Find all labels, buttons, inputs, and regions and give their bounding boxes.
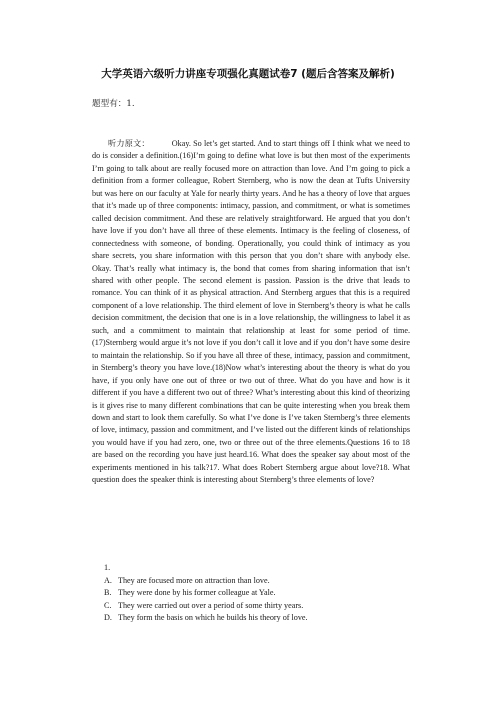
- question-number: 1.: [104, 563, 111, 572]
- option-c[interactable]: [104, 600, 424, 612]
- option-letter: B.: [104, 588, 112, 598]
- option-text: They were done by his former colleague at Yale.: [118, 588, 276, 598]
- option-text: They are focused more on attraction than love.: [118, 576, 270, 585]
- answer-options: [104, 575, 424, 625]
- transcript-text: Okay. So let’s get started. And to start things off I think what we need to do is consider a definition.(16)I’m going to define what love is but then most of the experiments I’m going to talk about are really focused more on attraction than love. And I’m going to pick a definition from a former colleague, Robert Sternberg, who is now the dean at Tufts University but was here on our faculty at Yale for nearly thirty years. And he has a theory of love that argues that it’s made up of three components: intimacy, passion, and commitment, or what is sometimes called decision commitment. And these are relatively straightforward. He argued that you don’t have love if you don’t have all three of these elements. Intimacy is the feeling of closeness, of connectedness with someone, of bonding. Operationally, you could think of intimacy as you share secrets, you share information with this person that you don’t share with anybody else. Okay. That’s really what intimacy is, the bond that comes from sharing information that isn’t shared with other people. The second element is passion. Passion is the drive that leads to romance. You can think of it as physical attraction. And Sternberg argues that this is a required component of a love relationship. The third element of love in Sternberg’s theory is what he calls decision commitment, the decision that one is in a love relationship, the willingness to label it as such, and a commitment to maintain that relationship at least for some period of time.(17)Sternberg would argue it’s not love if you don’t call it love and if you don’t have some desire to maintain the relationship. So if you have all three of these, intimacy, passion and commitment, in Sternberg’s theory you have love.(18)Now what’s interesting about the theory is what do you have, if you only have one out of three or two out of three. What do you have and how is it different if you have a different two out of three? What’s interesting about this kind of theorizing is it gives rise to many different combinations that can be quite interesting when you break them down and start to look them carefully. So what I’ve done is I’ve taken Sternberg’s three elements of love, intimacy, passion and commitment, and I’ve listed out the different kinds of relationships you would have if you had zero, one, two or three out of the three elements.Questions 16 to 18 are based on the recording you have just heard.16. What does the speaker say about most of the experiments mentioned in his talk?17. What does Robert Sternberg argue about love?18. What question does the speaker think is interesting about Sternberg’s three elements of love?: [92, 139, 410, 485]
- option-text: They form the basis on which he builds his theory of love.: [118, 613, 308, 623]
- option-a[interactable]: [104, 575, 424, 587]
- transcript-label: 听力原文：: [108, 138, 150, 148]
- option-letter: A.: [104, 576, 112, 585]
- transcript-paragraph: [92, 137, 410, 487]
- document-title: 大学英语六级听力讲座专项强化真题试卷7 (题后含答案及解析): [101, 68, 395, 80]
- question-type-line: 题型有：1.: [92, 99, 135, 109]
- option-letter: C.: [104, 600, 112, 610]
- option-text: They were carried out over a period of some thirty years.: [118, 600, 304, 610]
- option-letter: D.: [104, 613, 112, 623]
- option-d[interactable]: [104, 612, 424, 624]
- option-b[interactable]: [104, 587, 424, 599]
